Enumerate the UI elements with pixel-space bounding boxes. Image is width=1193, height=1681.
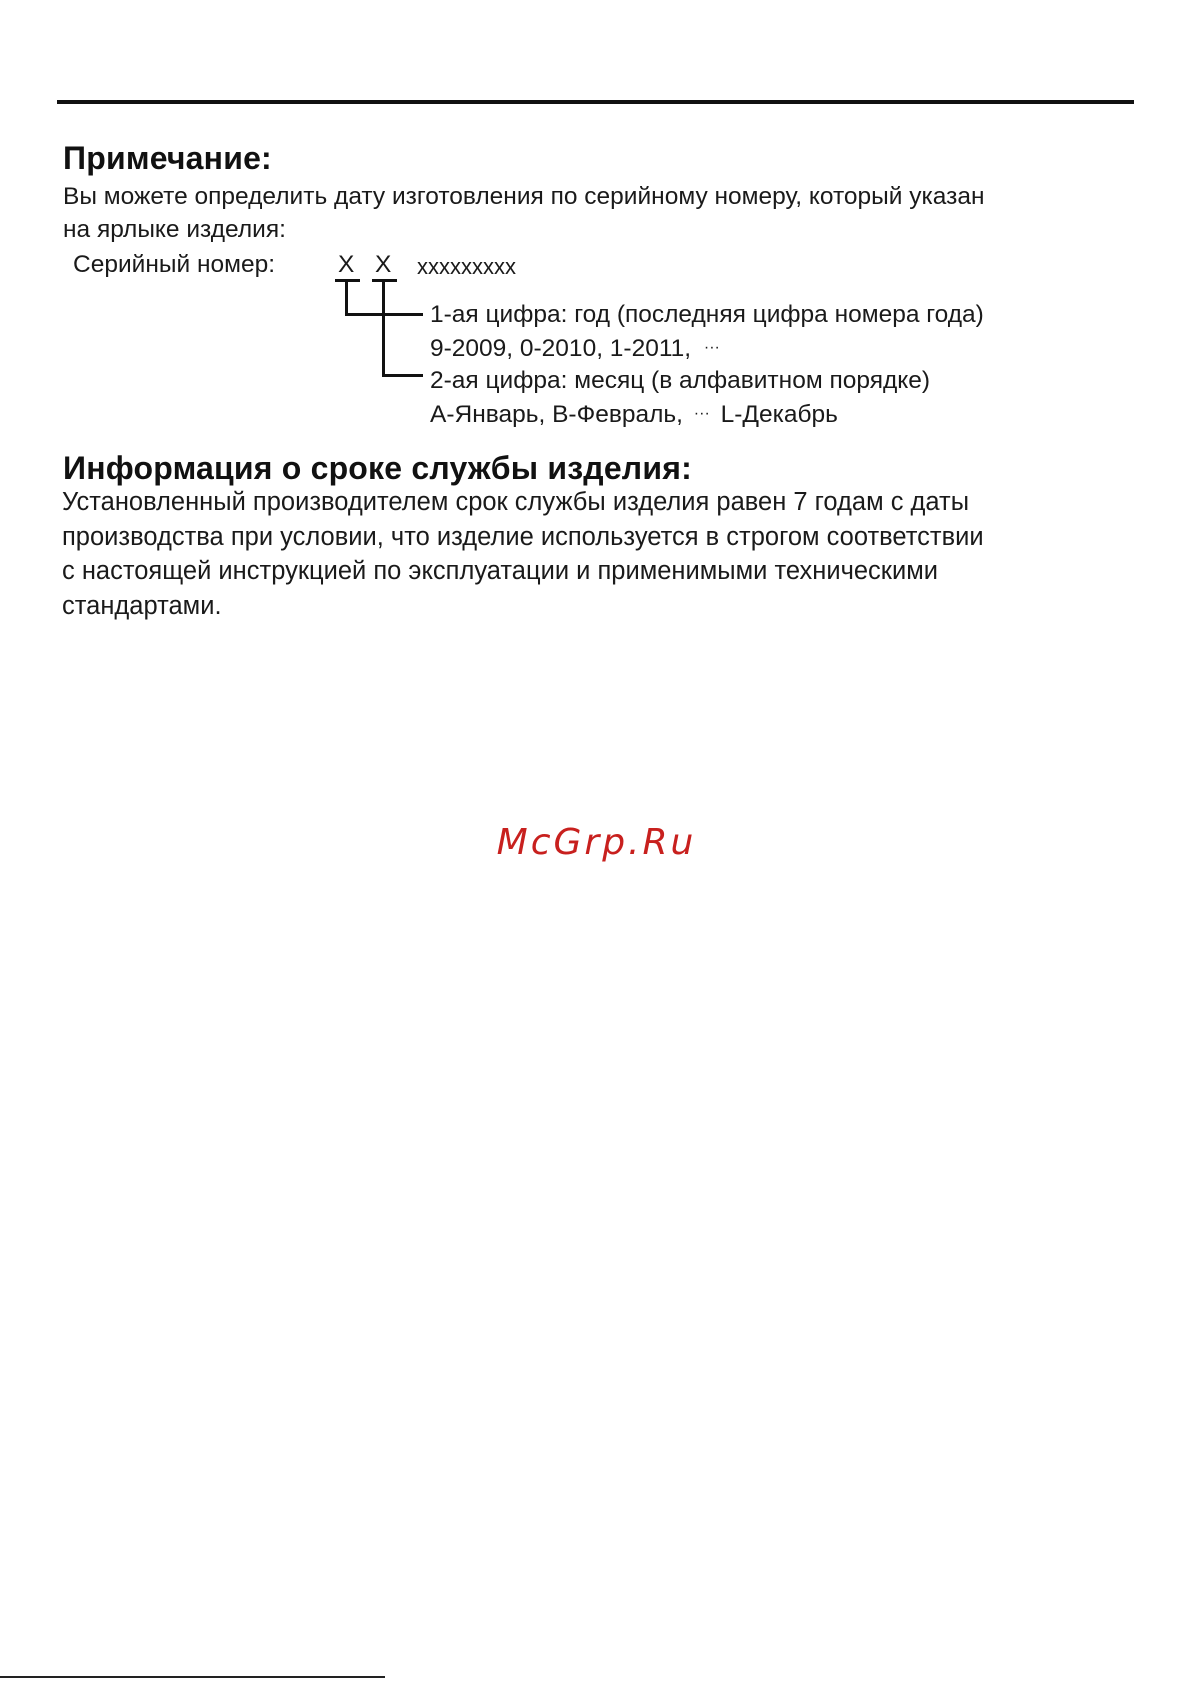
note-line-1: Вы можете определить дату изготовления по серийному номеру, который указан: [63, 183, 985, 210]
lifetime-line-4: стандартами.: [62, 591, 222, 620]
serial-rest: xxxxxxxxx: [417, 254, 516, 279]
digit1-example: [430, 331, 720, 366]
note-line-2: на ярлыке изделия:: [63, 216, 286, 243]
lifetime-line-2: производства при условии, что изделие используется в строгом соответствии: [62, 522, 984, 551]
digit1-description: 1-ая цифра: год (последняя цифра номера года): [430, 301, 984, 328]
note-heading: Примечание:: [63, 140, 272, 176]
lifetime-heading: Информация о сроке службы изделия:: [63, 450, 692, 486]
digit2-ellipsis: ···: [693, 405, 710, 422]
month-bracket-arm: [382, 374, 423, 377]
year-bracket-stem: [345, 279, 348, 316]
top-rule: [57, 100, 1134, 104]
digit2-example-start: A-Январь, B-Февраль,: [430, 401, 683, 428]
digit1-ellipsis: ···: [703, 339, 720, 356]
digit2-description: 2-ая цифра: месяц (в алфавитном порядке): [430, 367, 931, 394]
month-bracket-stem: [382, 279, 385, 377]
digit2-example-end: L-Декабрь: [720, 401, 838, 428]
serial-char-year: X: [338, 251, 355, 278]
watermark-text: McGrp.Ru: [496, 822, 697, 863]
lifetime-line-1: Установленный производителем срок службы изделия равен 7 годам с даты: [62, 488, 970, 516]
digit2-example: [430, 397, 838, 432]
bottom-rule: [0, 1676, 385, 1678]
lifetime-line-3: с настоящей инструкцией по эксплуатации и применимыми техническими: [62, 557, 938, 585]
serial-char-month: X: [375, 251, 392, 278]
serial-label: Серийный номер:: [73, 251, 276, 278]
lifetime-paragraph: [62, 485, 1132, 623]
digit1-example-text: 9-2009, 0-2010, 1-2011,: [430, 335, 692, 362]
